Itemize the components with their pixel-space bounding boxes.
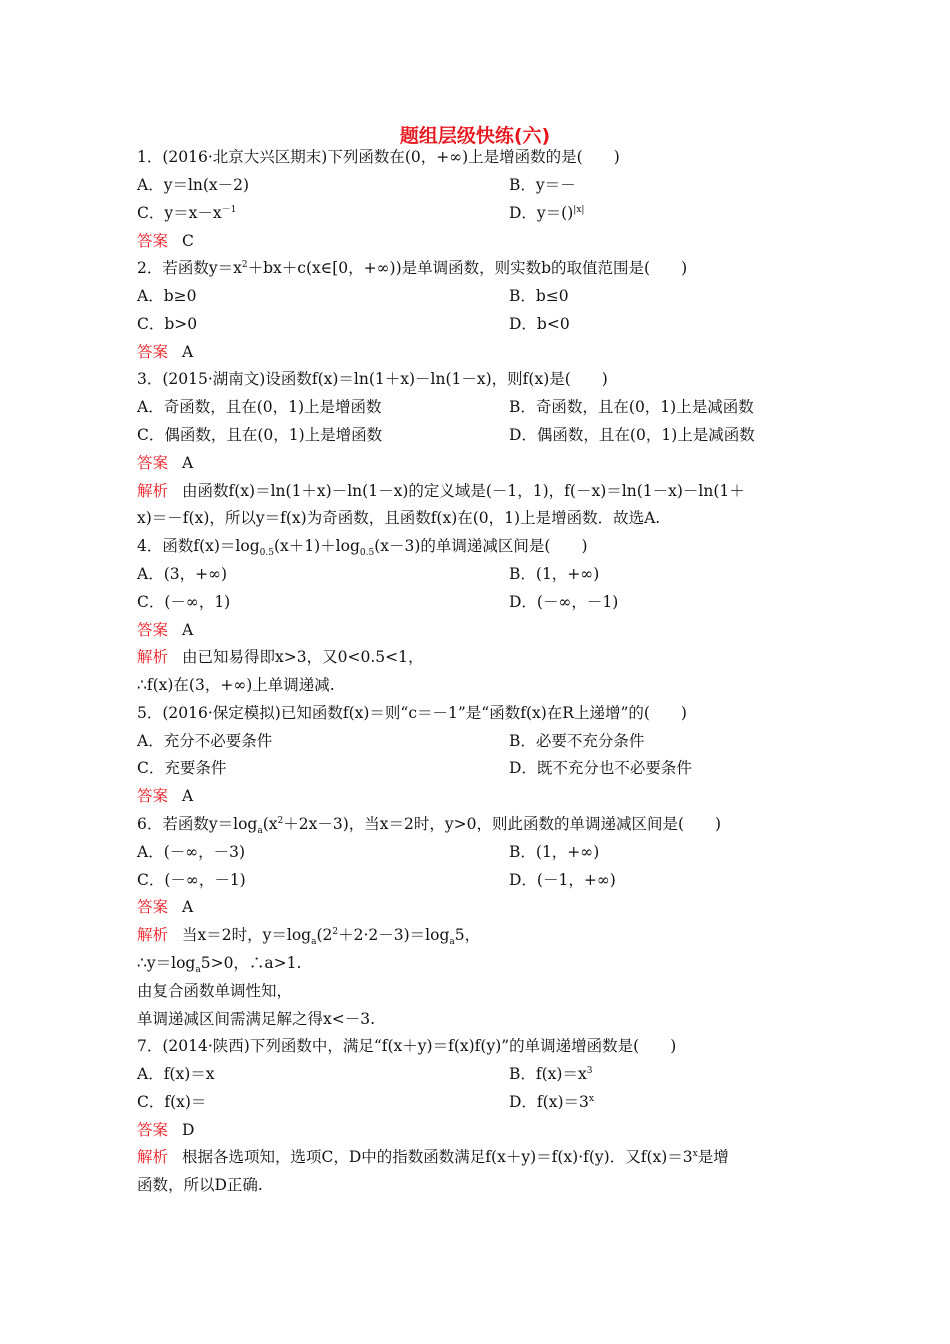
q4-log-base-2: 0.5 — [359, 548, 375, 559]
q7-answer: D — [182, 1121, 195, 1139]
answer-label: 答案 — [137, 1121, 169, 1139]
q3-analysis-line-2: x)＝－f(x)，所以y＝f(x)为奇函数，且函数f(x)在(0，1)上是增函数．故选A. — [137, 509, 661, 527]
q6-answer-line — [137, 897, 193, 917]
question-3-stem: 3．(2015·湖南文)设函数f(x)＝ln(1＋x)－ln(1－x)，则f(x)是( ) — [137, 370, 608, 388]
q1-answer-line — [137, 231, 194, 251]
q6-analysis-line-4: 单调递减区间需满足解之得x<－3. — [137, 1010, 376, 1028]
q6-analysis-line-1 — [137, 925, 481, 948]
q3-analysis-line-1 — [137, 481, 745, 501]
q6-an1-log-base-1: a — [311, 937, 317, 948]
q1-option-a: A．y＝ln(x－2) — [137, 176, 250, 194]
q4-stem-part-1: 4．函数f(x)＝log — [137, 537, 260, 555]
q2-option-b: B．b≤0 — [509, 287, 569, 305]
q2-answer: A — [182, 343, 194, 361]
q7-answer-line — [137, 1120, 194, 1140]
q6-an1-part-2: (2 — [316, 926, 333, 944]
q5-option-c: C．充要条件 — [137, 759, 227, 777]
q2-stem-part-1: 2．若函数y＝x — [137, 259, 242, 277]
q7-analysis-line-2: 函数，所以D正确. — [137, 1176, 263, 1194]
q1-answer: C — [182, 232, 194, 250]
q2-option-d: D．b<0 — [509, 315, 570, 333]
q2-option-a: A．b≥0 — [137, 287, 197, 305]
q6-an2-part-2: 5>0，∴a>1. — [200, 954, 302, 972]
q7-option-c: C．f(x)＝ — [137, 1093, 207, 1111]
q5-option-d: D．既不充分也不必要条件 — [509, 759, 692, 777]
q7-option-b-base: B．f(x)＝x — [509, 1065, 587, 1083]
question-5-stem: 5．(2016·保定模拟)已知函数f(x)＝则“c＝－1”是“函数f(x)在R上递增”的( ) — [137, 704, 687, 722]
q6-option-c: C．(－∞，－1) — [137, 871, 246, 889]
answer-label: 答案 — [137, 454, 169, 472]
q7-option-b-exponent: 3 — [586, 1065, 593, 1076]
q4-analysis-line-1 — [137, 647, 423, 667]
question-7-stem: 7．(2014·陕西)下列函数中，满足“f(x＋y)＝f(x)f(y)”的单调递增函数是( ) — [137, 1037, 677, 1055]
q7-option-d-base: D．f(x)＝3 — [509, 1093, 589, 1111]
q7-option-d-exponent: x — [588, 1093, 594, 1104]
q6-an2-log-base: a — [195, 965, 201, 976]
q4-analysis-line-2: ∴f(x)在(3，+∞)上单调递减. — [137, 676, 335, 694]
q6-an1-exponent: 2 — [332, 926, 339, 937]
q6-an1-part-1: 当x＝2时，y＝log — [182, 926, 312, 944]
q6-option-d: D．(－1，+∞) — [509, 871, 616, 889]
answer-label: 答案 — [137, 232, 169, 250]
q3-answer-line — [137, 453, 193, 473]
q6-analysis-line-3: 由复合函数单调性知， — [137, 982, 293, 1000]
answer-label: 答案 — [137, 621, 169, 639]
q4-stem-part-2: (x＋1)＋log — [273, 537, 360, 555]
q1-option-d-base: D．y＝() — [509, 204, 574, 222]
q7-analysis-line-1 — [137, 1147, 729, 1167]
question-4-stem — [137, 536, 588, 559]
q5-answer: A — [182, 787, 194, 805]
q4-analysis-text-1: 由已知易得即x>3，又0<0.5<1， — [182, 648, 424, 666]
q6-log-base: a — [257, 826, 263, 837]
answer-label: 答案 — [137, 787, 169, 805]
q6-an1-part-3: ＋2·2－3)＝log — [338, 926, 450, 944]
q6-option-b: B．(1，+∞) — [509, 843, 600, 861]
q3-analysis-text-1: 由函数f(x)＝ln(1＋x)－ln(1－x)的定义域是(－1，1)，f(－x)＝ln(1－x)－ln(1＋ — [182, 482, 745, 500]
q6-exponent: 2 — [277, 815, 284, 826]
q1-option-d — [509, 203, 584, 223]
q4-log-base-1: 0.5 — [259, 548, 274, 559]
q4-option-a: A．(3，+∞) — [137, 565, 228, 583]
q7-an1-part-1: 根据各选项知，选项C，D中的指数函数满足f(x＋y)＝f(x)·f(y)．又f(x)＝3 — [182, 1148, 693, 1166]
analysis-label: 解析 — [137, 926, 169, 944]
page-title: 题组层级快练(六) — [399, 125, 551, 147]
q7-option-a: A．f(x)＝x — [137, 1065, 215, 1083]
analysis-label: 解析 — [137, 1148, 169, 1166]
q6-stem-part-1: 6．若函数y＝log — [137, 815, 258, 833]
q1-option-c — [137, 203, 236, 223]
q2-stem-part-2: ＋bx＋c(x∈[0，+∞))是单调函数，则实数b的取值范围是( ) — [247, 259, 688, 277]
q5-option-a: A．充分不必要条件 — [137, 732, 273, 750]
q6-stem-part-3: ＋2x－3)，当x＝2时，y>0，则此函数的单调递减区间是( ) — [283, 815, 722, 833]
q6-option-a: A．(－∞，－3) — [137, 843, 246, 861]
q1-option-b: B．y＝－ — [509, 176, 576, 194]
q4-option-c: C．(－∞，1) — [137, 593, 231, 611]
answer-label: 答案 — [137, 898, 169, 916]
question-1-stem: 1．(2016·北京大兴区期末)下列函数在(0，+∞)上是增函数的是( ) — [137, 148, 620, 166]
q6-analysis-line-2 — [137, 953, 302, 976]
question-6-stem — [137, 814, 722, 837]
q7-option-d — [509, 1092, 594, 1112]
q4-answer-line — [137, 620, 193, 640]
q1-option-c-exponent: －1 — [221, 204, 237, 215]
q2-answer-line — [137, 342, 193, 362]
q3-option-b: B．奇函数，且在(0，1)上是减函数 — [509, 398, 754, 416]
q4-answer: A — [182, 621, 194, 639]
q7-option-b — [509, 1064, 592, 1084]
q2-stem-exponent: 2 — [241, 259, 248, 270]
q4-stem-part-3: (x－3)的单调递减区间是( ) — [374, 537, 588, 555]
q6-answer: A — [182, 898, 194, 916]
q6-an1-part-4: 5， — [454, 926, 481, 944]
answer-label: 答案 — [137, 343, 169, 361]
q7-an1-exponent: x — [692, 1148, 698, 1159]
q6-an2-part-1: ∴y＝log — [137, 954, 196, 972]
q7-an1-part-2: 是增 — [697, 1148, 729, 1166]
q4-option-b: B．(1，+∞) — [509, 565, 600, 583]
q3-option-d: D．偶函数，且在(0，1)上是减函数 — [509, 426, 755, 444]
q4-option-d: D．(－∞，－1) — [509, 593, 619, 611]
analysis-label: 解析 — [137, 648, 169, 666]
question-2-stem — [137, 258, 687, 278]
q3-option-c: C．偶函数，且在(0，1)上是增函数 — [137, 426, 383, 444]
q6-an1-log-base-2: a — [449, 937, 455, 948]
analysis-label: 解析 — [137, 482, 169, 500]
q2-option-c: C．b>0 — [137, 315, 198, 333]
q5-option-b: B．必要不充分条件 — [509, 732, 645, 750]
q1-option-d-exponent: |x| — [573, 204, 585, 215]
q1-option-c-base: C．y＝x－x — [137, 204, 222, 222]
q3-answer: A — [182, 454, 194, 472]
q6-stem-part-2: (x — [262, 815, 278, 833]
q5-answer-line — [137, 786, 193, 806]
q3-option-a: A．奇函数，且在(0，1)上是增函数 — [137, 398, 382, 416]
